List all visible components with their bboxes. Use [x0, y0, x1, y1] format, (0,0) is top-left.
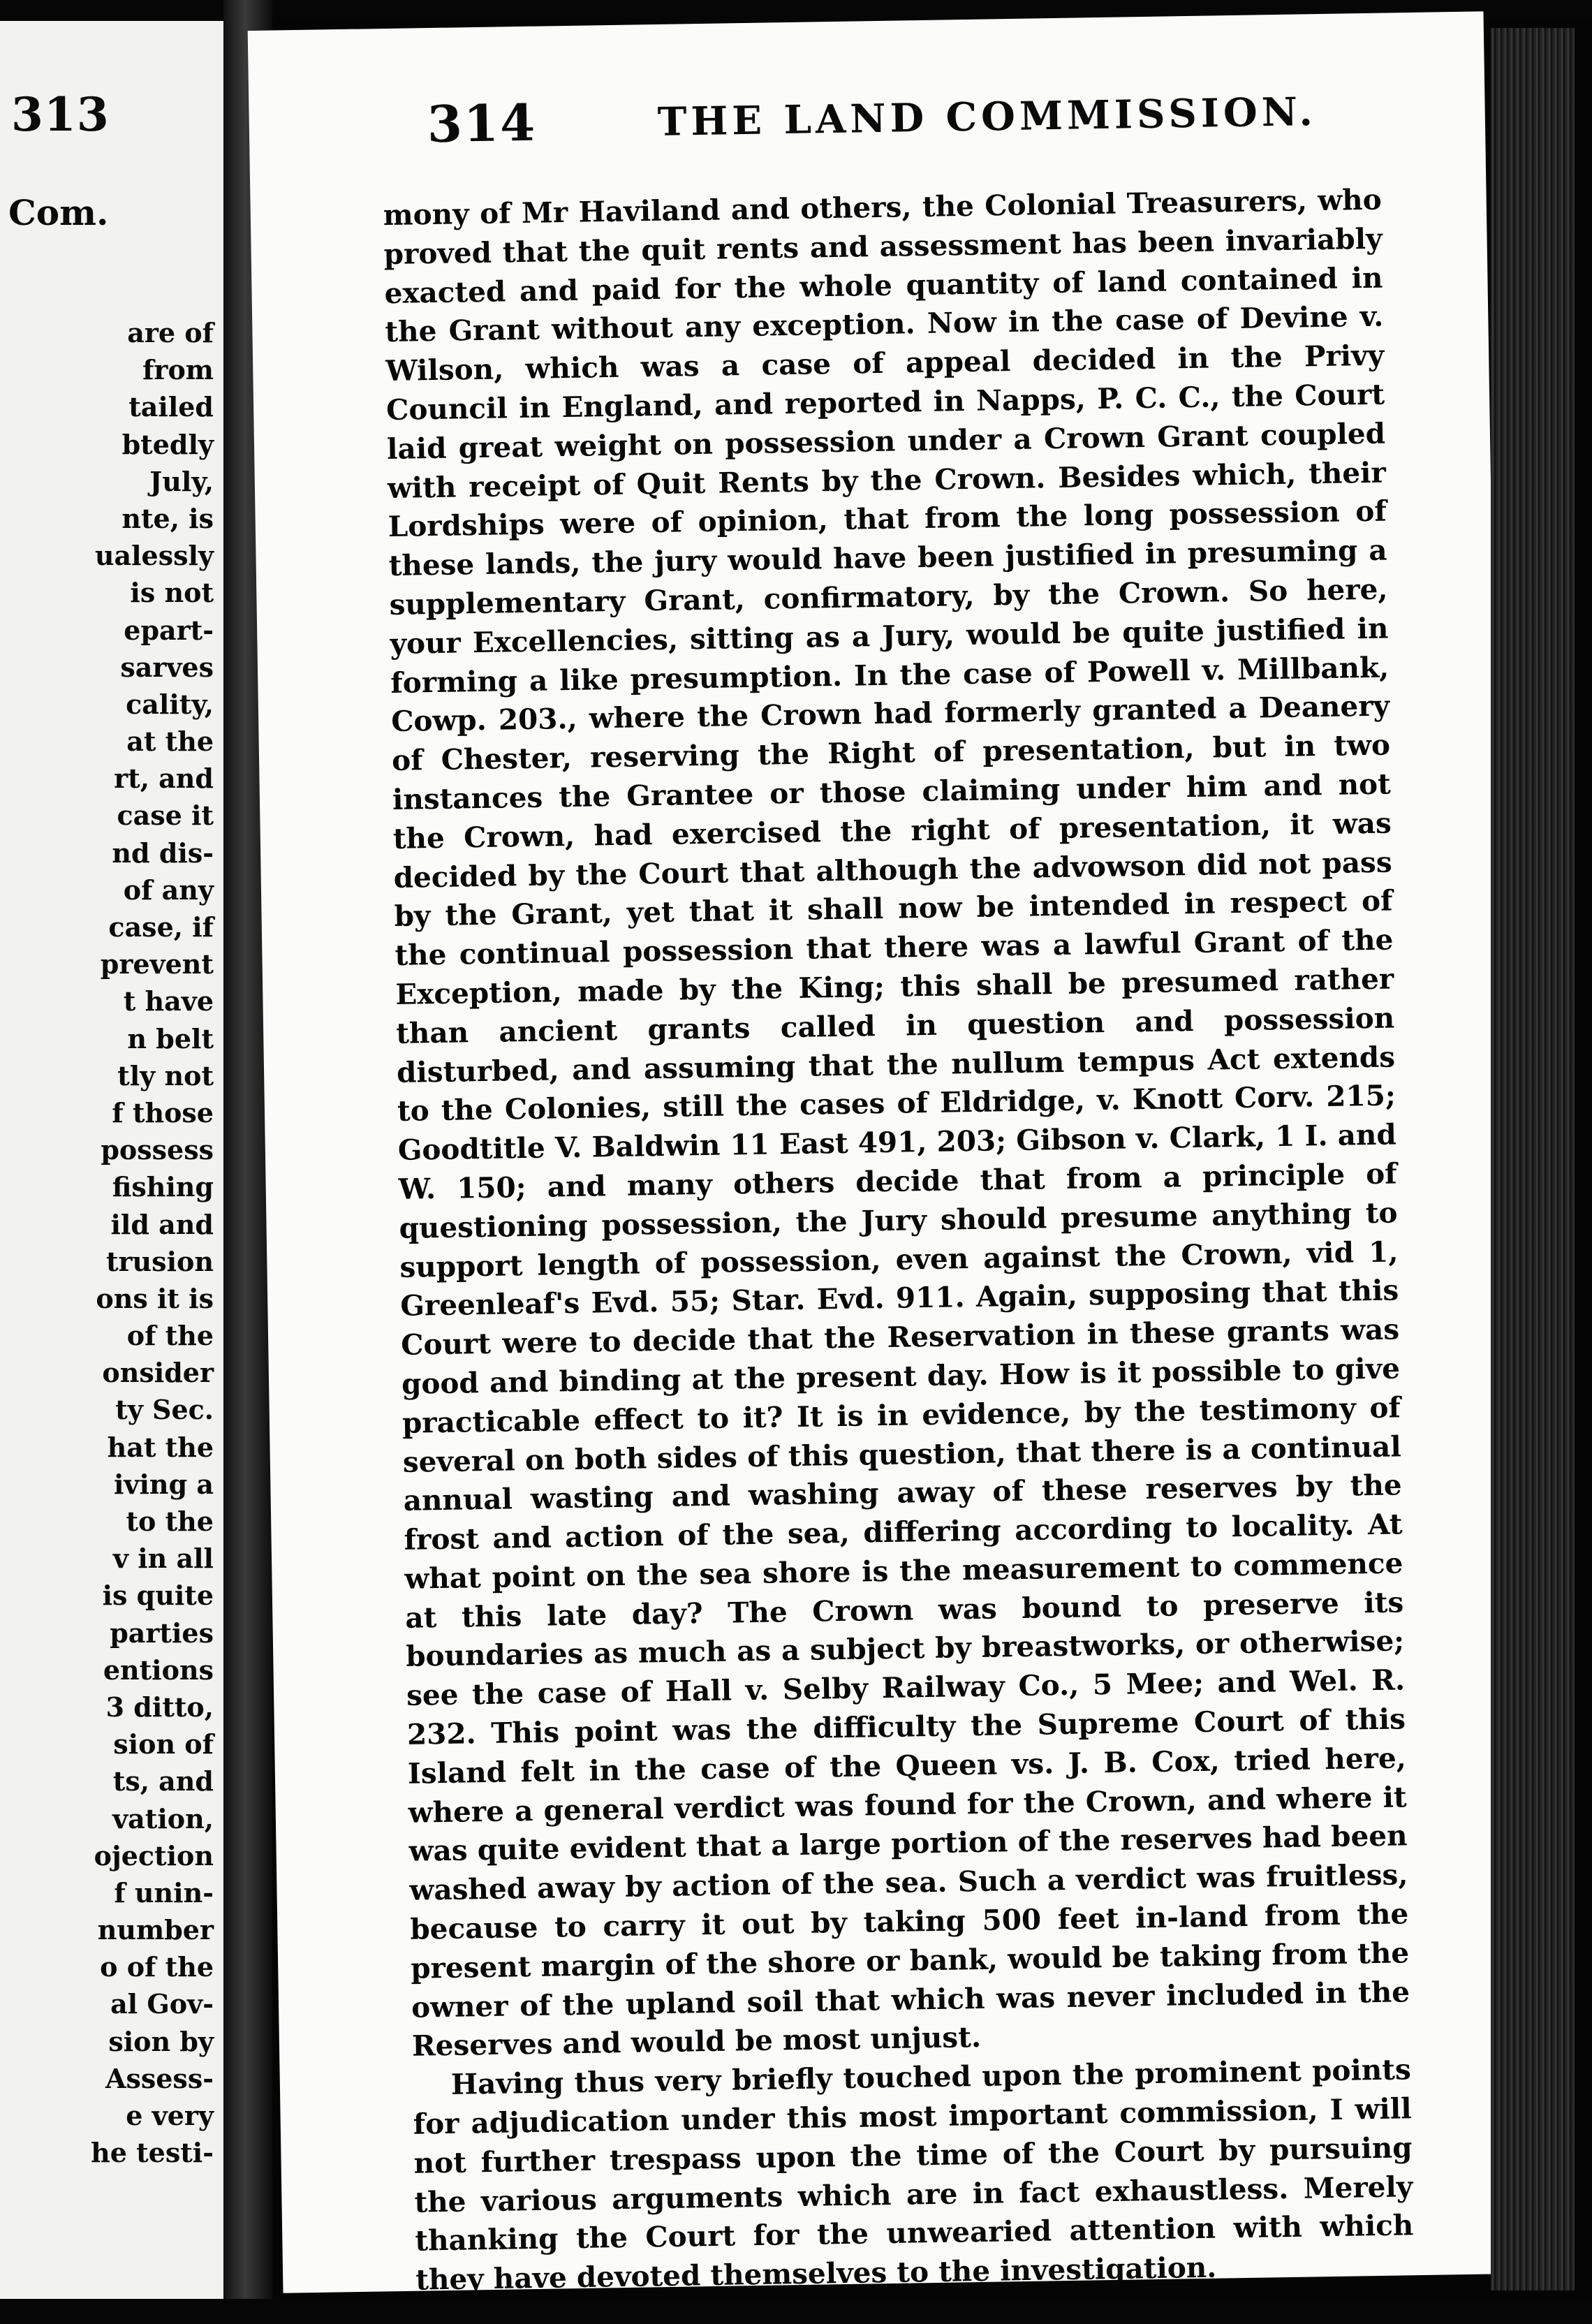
previous-page-line: ty Sec. — [115, 1394, 214, 1426]
previous-page-line: epart- — [124, 614, 214, 646]
previous-page-line: ojection — [94, 1839, 214, 1871]
previous-page-line: rt, and — [114, 763, 214, 795]
previous-page-line: 3 ditto, — [105, 1691, 214, 1723]
previous-page-line: n belt — [127, 1022, 214, 1054]
previous-page-line: sion of — [113, 1728, 214, 1760]
previous-page-line: from — [142, 354, 214, 386]
previous-page-line: entions — [103, 1654, 214, 1686]
scan-bottom-border — [0, 2299, 1592, 2324]
previous-page-line: f unin- — [114, 1876, 214, 1909]
page-header — [427, 79, 1419, 164]
previous-page-line: ualessly — [94, 540, 214, 572]
previous-page — [0, 21, 228, 2304]
previous-page-line: July, — [149, 465, 214, 497]
running-head: THE LAND COMMISSION. — [657, 89, 1318, 145]
previous-page-line: e very — [126, 2100, 214, 2131]
previous-page-line: ts, and — [112, 1765, 214, 1797]
paragraph-2: Having thus very briefly touched upon the prominent points for adjudication under this most important commission, I will not further trespass upon the time of the Court by pursuing the various arguments which are in fact exhaustless. Merely thanking the Court for the unwearied attention with which they have devoted themselves to the investigation. — [413, 2052, 1414, 2297]
previous-page-line: at the — [126, 726, 214, 758]
page-stack-edge — [1491, 28, 1575, 2290]
previous-page-line: fishing — [112, 1171, 214, 1203]
previous-page-line: of the — [126, 1320, 214, 1352]
previous-page-line: prevent — [100, 948, 214, 980]
previous-page-line: case it — [117, 800, 214, 832]
previous-page-line: Assess- — [105, 2062, 214, 2094]
previous-page-line: nte, is — [121, 502, 214, 534]
previous-page-line: cality, — [126, 688, 214, 720]
previous-page-line: btedly — [121, 428, 214, 460]
previous-page-number: 313 — [11, 87, 110, 142]
previous-page-line: o of the — [100, 1951, 214, 1983]
paragraph-1: mony of Mr Haviland and others, the Colonial Treasurers, who proved that the quit rents and assessment has been invariably exacted and paid for the whole quantity of land contained in the Grant without any exception. Now in the case of Devine v. Wilson, which was a case of appeal decided in the Privy Council in England, and reported in Napps, P. C. C., the Court laid great weight on possession under a Crown Grant coupled with receipt of Quit Rents by the Crown. Besides which, their Lordships were of opinion, that from the long possession of these lands, the jury would have been justified in presuming a supplementary Grant, confirmatory, by the Crown. So here, your Excellencies, sitting as a Jury, would be quite justified in forming a like presumption. In the case of Powell v. Millbank, Cowp. 203., where the Crown had formerly granted a Deanery of Chester, reserving the Right of presentation, but in two instances the Grantee or those claiming under him and not the Crown, had exercised the right of presentation, it was decided by the Court that although the advowson did not pass by the Grant, yet that it shall now be intended in respect of the continual possession that there was a lawful Grant of the Exception, made by the King; this shall be presumed rather than ancient grants called in question and possession disturbed, and assuming that the nullum tempus Act extends to the Colonies, still the cases of Eldridge, v. Knott Corv. 215; Goodtitle V. Baldwin 11 East 491, 203; Gibson v. Clark, 1 I. and W. 150; and many others decide that from a principle of questioning possession, the Jury should presume anything to support length of possession, even against the Crown, vid 1, Greenleaf's Evd. 55; Star. Evd. 911. Again, supposing that this Court were to decide that the Reservation in these grants was good and binding at the present day. How is it possible to give practicable effect to it? It is in evidence, by the testimony of several on both sides of this question, that there is a continual annual wasting and washing away of these reserves by the frost and action of the sea, differing according to locality. At what point on the sea shore is the measurement to commence at this late day? The Crown was bound to preserve its boundaries as much as a subject by breastworks, or otherwise; see the case of Hall v. Selby Railway Co., 5 Mee; and Wel. R. 232. This point was the difficulty the Supreme Court of this Island felt in the case of the Queen vs. J. B. Cox, tried here, where a general verdict was found for the Crown, and where it was quite evident that a large portion of the reserves had been washed away by action of the sea. Such a verdict was fruitless, because to carry it out by taking 500 feet in-land from the present margin of the shore or bank, would be taking from the owner of the upland soil that which was never included in the Reserves and would be most unjust. — [383, 182, 1410, 2064]
previous-page-line: nd dis- — [112, 837, 214, 869]
previous-page-line: case, if — [108, 911, 214, 943]
previous-page-line: tly not — [117, 1059, 214, 1091]
previous-page-line: are of — [127, 317, 214, 348]
previous-page-line: number — [97, 1914, 214, 1946]
previous-page-line: onsider — [102, 1357, 214, 1389]
previous-page-line: v in all — [112, 1543, 214, 1575]
previous-page-line: ild and — [110, 1208, 214, 1240]
previous-page-text-column — [4, 314, 214, 2171]
previous-page-line: sarves — [120, 651, 214, 683]
body-text — [383, 181, 1414, 2300]
previous-page-line: hat the — [107, 1431, 214, 1463]
current-page — [248, 11, 1519, 2297]
page-number: 314 — [427, 92, 537, 154]
previous-page-line: possess — [101, 1134, 214, 1166]
previous-page-line: is not — [130, 577, 214, 609]
previous-page-line: t have — [123, 985, 214, 1017]
previous-page-line: of any — [123, 874, 214, 906]
previous-page-line: trusion — [105, 1245, 214, 1277]
previous-page-line: parties — [110, 1617, 214, 1649]
previous-page-line: is quite — [102, 1580, 214, 1612]
previous-page-line: he testi- — [91, 2137, 214, 2169]
previous-page-line: tailed — [128, 391, 214, 423]
previous-page-line: vation, — [112, 1802, 214, 1834]
previous-page-line: al Gov- — [110, 1988, 214, 2020]
previous-page-line: iving a — [113, 1468, 214, 1500]
previous-page-header-fragment: Com. — [8, 192, 109, 233]
previous-page-line: to the — [126, 1506, 214, 1537]
previous-page-line: ons it is — [96, 1282, 214, 1314]
previous-page-line: sion by — [108, 2025, 214, 2057]
previous-page-line: f those — [112, 1096, 214, 1128]
